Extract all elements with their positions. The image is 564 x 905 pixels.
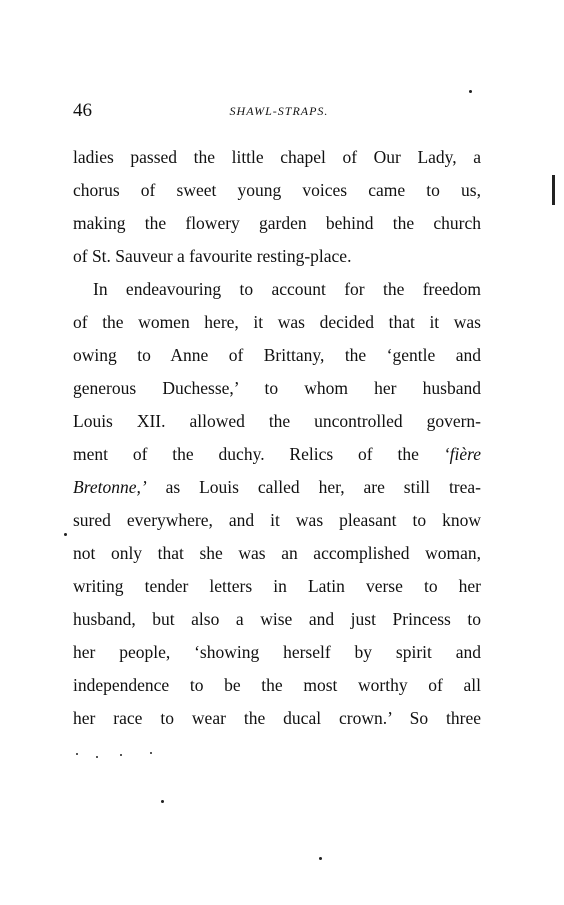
text-line: of St. Sauveur a favourite resting-place. xyxy=(73,246,352,266)
text-line: making the flowery garden behind the church xyxy=(73,213,481,233)
text-line: chorus of sweet young voices came to us, xyxy=(73,180,481,200)
margin-mark xyxy=(552,175,555,205)
text-line: husband, but also a wise and just Princess to xyxy=(73,609,481,629)
text-line: sured everywhere, and it was pleasant to know xyxy=(73,510,481,530)
text-segment: as Louis called her, are still trea- xyxy=(165,477,481,497)
ink-speck xyxy=(96,756,98,758)
body-text xyxy=(73,141,481,735)
text-line: independence to be the most worthy of all xyxy=(73,675,481,695)
ink-speck xyxy=(150,752,152,754)
text-line xyxy=(73,438,481,471)
page-header xyxy=(73,100,485,124)
ink-speck xyxy=(120,754,122,756)
text-line: of the women here, it was decided that it was xyxy=(73,312,481,332)
text-line: Louis XII. allowed the uncontrolled govern- xyxy=(73,411,481,431)
running-title: SHAWL-STRAPS. xyxy=(229,104,329,118)
italic-text: ‘fière xyxy=(443,444,482,464)
text-line xyxy=(73,471,481,504)
page-number: 46 xyxy=(73,100,92,121)
text-line: In endeavouring to account for the freedom xyxy=(93,279,481,299)
ink-speck xyxy=(64,533,67,536)
ink-speck xyxy=(469,90,472,93)
text-line: not only that she was an accomplished woman, xyxy=(73,543,481,563)
ink-speck xyxy=(76,753,78,755)
text-line: generous Duchesse,’ to whom her husband xyxy=(73,378,481,398)
text-segment: ment of the duchy. Relics of the xyxy=(73,444,419,464)
text-line: owing to Anne of Brittany, the ‘gentle and xyxy=(73,345,481,365)
text-line: ladies passed the little chapel of Our Lady, a xyxy=(73,147,481,167)
text-line: her race to wear the ducal crown.’ So three xyxy=(73,708,481,728)
ink-speck xyxy=(319,857,322,860)
text-line: writing tender letters in Latin verse to her xyxy=(73,576,481,596)
italic-text: Bretonne,’ xyxy=(73,477,147,497)
ink-speck xyxy=(161,800,164,803)
text-line: her people, ‘showing herself by spirit and xyxy=(73,642,481,662)
